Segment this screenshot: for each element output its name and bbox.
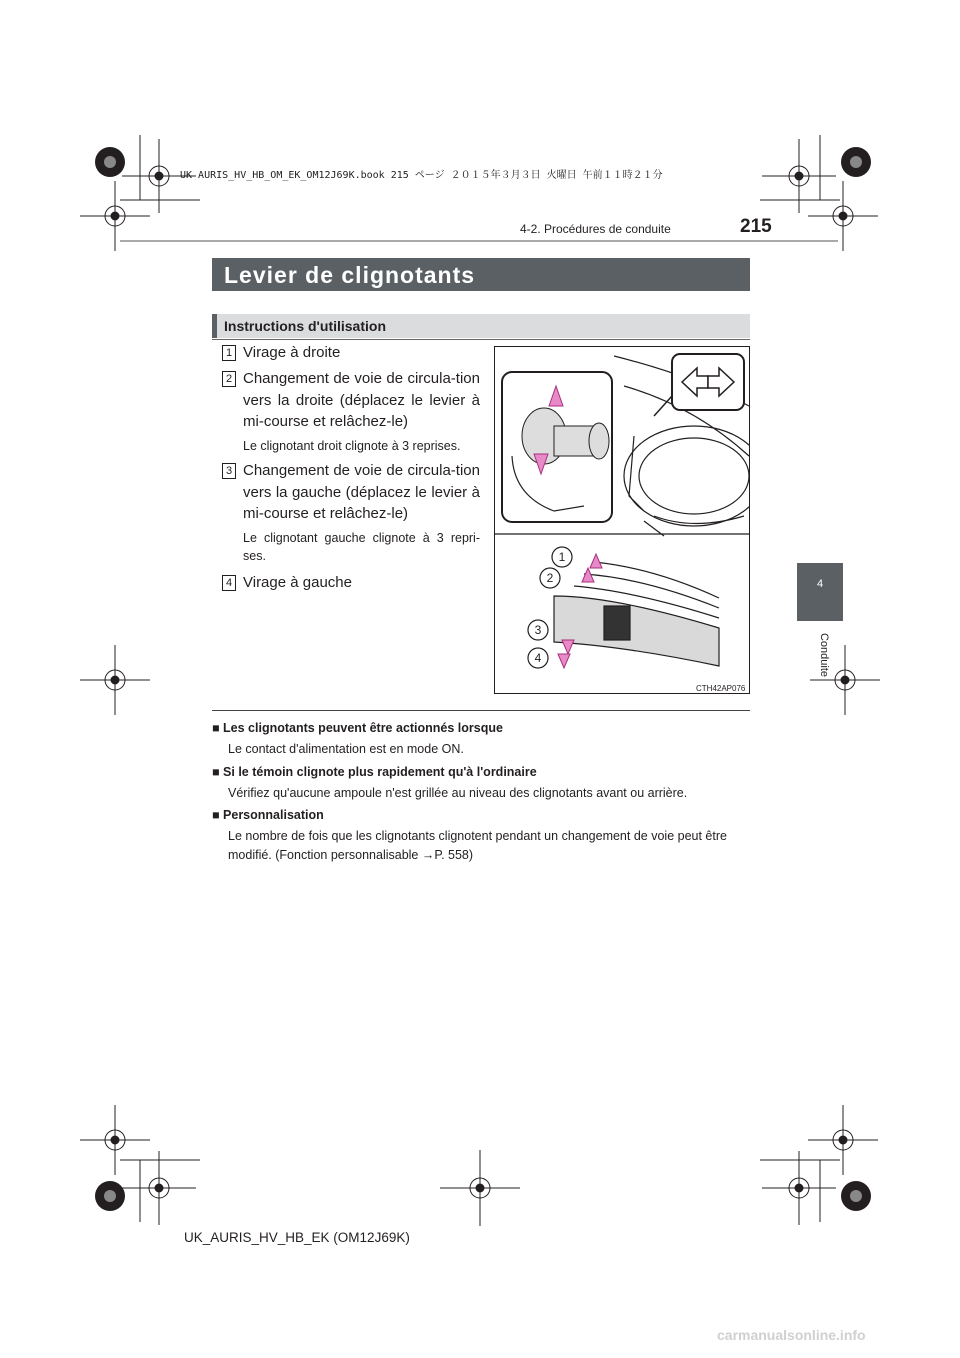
info-heading-3-text: Personnalisation (223, 808, 324, 822)
step-number-1: 1 (222, 345, 236, 361)
step-text-1: Virage à droite (243, 344, 341, 361)
callout-2: 2 (546, 571, 554, 585)
info-body-1: Le contact d'alimentation est en mode ON. (228, 742, 464, 756)
page-number: 215 (740, 216, 772, 237)
section-label: 4-2. Procédures de conduite (520, 222, 671, 236)
step-number-2: 2 (222, 371, 236, 387)
turn-signal-illustration (494, 346, 750, 694)
step-text-3: Changement de voie de circula-tion vers la gauche (déplacez le levier à mi-course et relâchez-le) (243, 462, 480, 522)
chapter-tab (797, 563, 843, 621)
subtitle-rule (212, 339, 750, 340)
step-text-4: Virage à gauche (243, 574, 352, 591)
info-heading-2: ■ Si le témoin clignote plus rapidement qu'à l'ordinaire (212, 765, 537, 779)
step-note-2: Le clignotant droit clignote à 3 reprises. (243, 439, 461, 453)
print-info-line: UK AURIS_HV_HB_OM_EK_OM12J69K.book 215 ページ ２０１５年３月３日 火曜日 午前１１時２１分 (180, 170, 663, 181)
step-number-4: 4 (222, 575, 236, 591)
callout-3: 3 (534, 623, 542, 637)
step-text-2: Changement de voie de circula-tion vers la droite (déplacez le levier à mi-course et relâchez-le) (243, 370, 480, 430)
chapter-tab-label: Conduite (818, 632, 830, 678)
info-heading-2-text: Si le témoin clignote plus rapidement qu'à l'ordinaire (223, 765, 537, 779)
info-heading-1: ■ Les clignotants peuvent être actionnés lorsque (212, 721, 503, 735)
info-rule (212, 710, 750, 711)
step-note-3: Le clignotant gauche clignote à 3 repri-ses. (243, 531, 480, 563)
step-number-3: 3 (222, 463, 236, 479)
info-heading-3: ■ Personnalisation (212, 808, 324, 822)
callout-1: 1 (558, 550, 566, 564)
subtitle: Instructions d'utilisation (224, 318, 386, 334)
callout-4: 4 (534, 651, 542, 665)
footer-code: UK_AURIS_HV_HB_EK (OM12J69K) (184, 1230, 410, 1245)
subtitle-accent (212, 314, 217, 338)
info-heading-1-text: Les clignotants peuvent être actionnés lorsque (223, 721, 503, 735)
figure-caption: CTH42AP076 (696, 684, 746, 693)
page-title: Levier de clignotants (224, 262, 476, 288)
header-rule (120, 240, 838, 242)
chapter-tab-number: 4 (816, 578, 824, 590)
info-body-2: Vérifiez qu'aucune ampoule n'est grillée au niveau des clignotants avant ou arrière. (228, 786, 688, 800)
watermark: carmanualsonline.info (717, 1327, 866, 1343)
info-body-3: Le nombre de fois que les clignotants clignotent pendant un changement de voie peut être modifié. (Fonction personnalisable →P. 558) (228, 829, 727, 862)
starburst-marks (95, 147, 871, 1211)
